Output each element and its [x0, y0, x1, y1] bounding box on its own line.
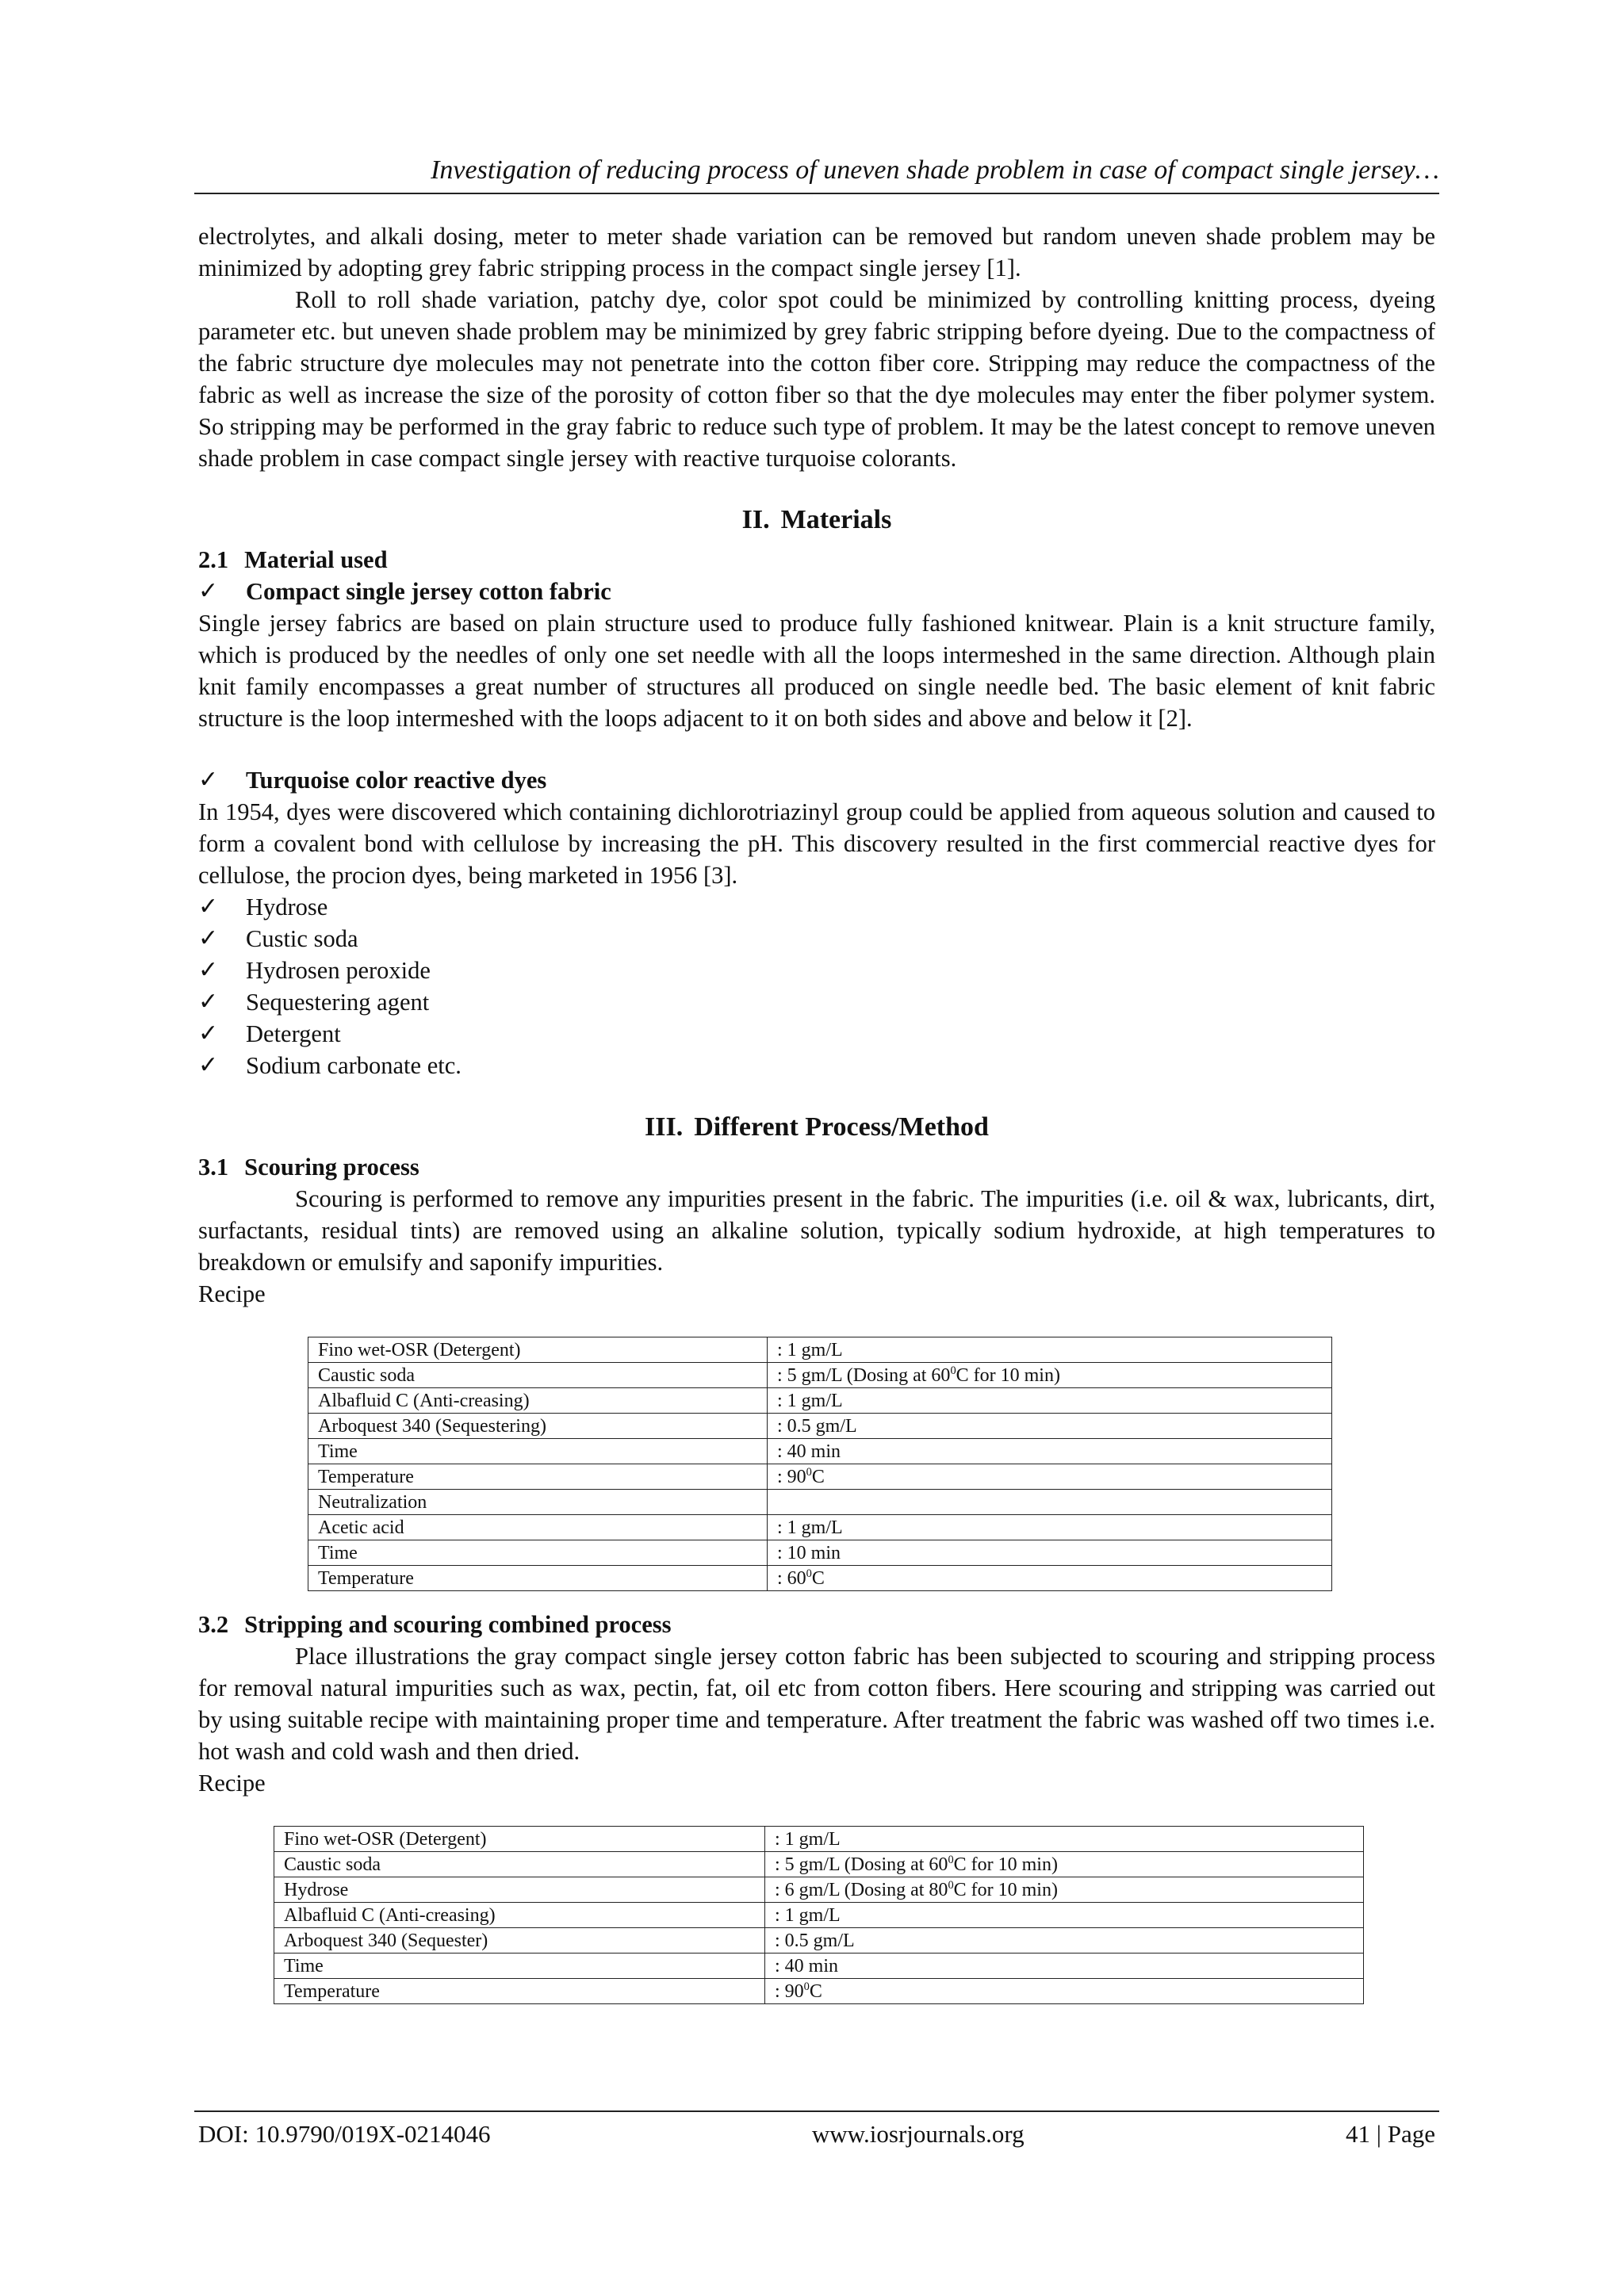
- value-text: : 90: [775, 1980, 804, 2002]
- table-row: [308, 1515, 1332, 1540]
- value-text: : 1 gm/L: [775, 1828, 841, 1850]
- checkmark-icon: ✓: [198, 956, 219, 984]
- recipe-item: Neutralization: [308, 1490, 768, 1515]
- value-text-suffix: C for 10 min): [953, 1879, 1058, 1900]
- recipe-value: [768, 1388, 1332, 1414]
- recipe-value: [768, 1490, 1332, 1515]
- recipe-item: Temperature: [308, 1566, 768, 1591]
- recipe-value: [765, 1928, 1364, 1954]
- paragraph-stripping: Place illustrations the gray compact single jersey cotton fabric has been subjected to scouring and stripping process for removal natural impurities such as wax, pectin, fat, oil etc from cotton fibers. Here scouring and stripping was carried out by using suitable recipe with maintaining proper time and temperature. After treatment the fabric was washed off two times i.e. hot wash and cold wash and then dried.: [198, 1643, 1435, 1765]
- table-row: [274, 1928, 1364, 1954]
- recipe-item: Temperature: [274, 1979, 765, 2004]
- recipe-item: Temperature: [308, 1464, 768, 1490]
- subsection-title: Material used: [244, 546, 388, 573]
- table-row: [308, 1388, 1332, 1414]
- paragraph-roll-to-roll: Roll to roll shade variation, patchy dye, color spot could be minimized by controlling knitting process, dyeing parameter etc. but uneven shade problem may be minimized by grey fabric stripping before dyeing. Due to the compactness of the fabric structure dye molecules may not penetrate into the cotton fiber core. Stripping may reduce the compactness of the fabric as well as increase the size of the porosity of cotton fiber so that the dye molecules may enter the fiber polymer system. So stripping may be performed in the gray fabric to reduce such type of problem. It may be the latest concept to remove uneven shade problem in case compact single jersey with reactive turquoise colorants.: [198, 286, 1435, 472]
- recipe-value: [765, 1903, 1364, 1928]
- footer-doi: DOI: 10.9790/019X-0214046: [198, 2120, 491, 2148]
- recipe-value: [768, 1337, 1332, 1363]
- spacer: [198, 734, 1435, 764]
- recipe-label: Recipe: [198, 1770, 266, 1797]
- chemical-name: Sodium carbonate etc.: [246, 1052, 462, 1079]
- footer-page-number: 41 | Page: [1346, 2120, 1435, 2148]
- recipe-value: [768, 1540, 1332, 1566]
- value-text: : 1 gm/L: [777, 1390, 843, 1411]
- recipe-item: Caustic soda: [274, 1852, 765, 1877]
- recipe-value: [765, 1852, 1364, 1877]
- recipe-item: Fino wet-OSR (Detergent): [308, 1337, 768, 1363]
- table-row: [308, 1490, 1332, 1515]
- checkmark-icon: ✓: [198, 766, 219, 794]
- table-row: [308, 1363, 1332, 1388]
- chemical-name: Hydrosen peroxide: [246, 957, 431, 984]
- recipe-label: Recipe: [198, 1280, 266, 1307]
- subsection-heading-stripping: [198, 1609, 1435, 1640]
- degree-superscript: 0: [803, 1980, 810, 1993]
- chemical-name: Custic soda: [246, 925, 358, 952]
- value-text: : 1 gm/L: [777, 1517, 843, 1538]
- value-text: : 40 min: [777, 1441, 841, 1462]
- table-row: [274, 1979, 1364, 2004]
- chemical-list-item: [198, 1018, 1435, 1050]
- degree-superscript: 0: [806, 1567, 812, 1580]
- recipe-item: Albafluid C (Anti-creasing): [308, 1388, 768, 1414]
- item-title: Turquoise color reactive dyes: [246, 767, 547, 794]
- value-text: : 0.5 gm/L: [777, 1415, 857, 1437]
- stripping-recipe-table: [274, 1826, 1364, 2004]
- recipe-value: [765, 1877, 1364, 1903]
- degree-superscript: 0: [948, 1878, 954, 1892]
- checkmark-icon: ✓: [198, 988, 219, 1016]
- table-row: [308, 1337, 1332, 1363]
- spacer: [198, 1591, 1435, 1609]
- table-row: [308, 1566, 1332, 1591]
- table-row: [308, 1414, 1332, 1439]
- recipe-value: [765, 1979, 1364, 2004]
- degree-superscript: 0: [806, 1465, 812, 1479]
- body-content: [198, 220, 1435, 2004]
- chemical-name: Sequestering agent: [246, 989, 430, 1016]
- recipe-item: Albafluid C (Anti-creasing): [274, 1903, 765, 1928]
- section-heading-process: [198, 1110, 1435, 1145]
- value-text: : 5 gm/L (Dosing at 60: [777, 1364, 951, 1386]
- list-item: [198, 576, 1435, 607]
- checkmark-icon: ✓: [198, 924, 219, 952]
- recipe-value: [768, 1414, 1332, 1439]
- table-row: [274, 1877, 1364, 1903]
- table-row: [308, 1439, 1332, 1464]
- recipe-value: [768, 1515, 1332, 1540]
- material-heading-list-1: [198, 576, 1435, 607]
- checkmark-icon: ✓: [198, 577, 219, 605]
- chemical-list-item: [198, 986, 1435, 1018]
- value-text-suffix: C: [809, 1980, 822, 2002]
- paragraph-scouring: Scouring is performed to remove any impurities present in the fabric. The impurities (i.e. oil & wax, lubricants, dirt, surfactants, residual tints) are removed using an alkaline solution, typically sodium hydroxide, at high temperatures to breakdown or emulsify and saponify impurities.: [198, 1185, 1435, 1276]
- recipe-item: Arboquest 340 (Sequester): [274, 1928, 765, 1954]
- subsection-title: Stripping and scouring combined process: [244, 1611, 672, 1638]
- value-text: : 60: [777, 1567, 806, 1589]
- paragraph-reactive-dyes: In 1954, dyes were discovered which containing dichlorotriazinyl group could be applied from aqueous solution and caused to form a covalent bond with cellulose by increasing the pH. This discovery resulted in the first commercial reactive dyes for cellulose, the procion dyes, being marketed in 1956 [3].: [198, 798, 1435, 889]
- recipe-item: Acetic acid: [308, 1515, 768, 1540]
- subsection-heading-scouring: [198, 1151, 1435, 1183]
- material-heading-list-2: [198, 764, 1435, 796]
- value-text: : 1 gm/L: [775, 1904, 841, 1926]
- page-footer: [198, 2118, 1435, 2150]
- running-header: Investigation of reducing process of uneven shade problem in case of compact single jersey…: [431, 155, 1439, 185]
- paragraph-single-jersey: Single jersey fabrics are based on plain structure used to produce fully fashioned knitwear. Plain is a knit structure family, which is produced by the needles of only one set needle with all the loops intermeshed in the same direction. Although plain knit family encompasses a great number of structures all produced on single needle bed. The basic element of knit fabric structure is the loop intermeshed with the loops adjacent to it on both sides and above and below it [2].: [198, 610, 1435, 732]
- checkmark-icon: ✓: [198, 1051, 219, 1079]
- list-item: [198, 764, 1435, 796]
- section-number: II.: [741, 505, 770, 534]
- recipe-item: Time: [308, 1439, 768, 1464]
- value-text: : 90: [777, 1466, 806, 1487]
- scouring-recipe-table: [308, 1337, 1332, 1591]
- chemical-list-item: [198, 923, 1435, 955]
- subsection-title: Scouring process: [244, 1154, 419, 1181]
- value-text: : 10 min: [777, 1542, 841, 1563]
- chemicals-list: [198, 891, 1435, 1081]
- item-title: Compact single jersey cotton fabric: [246, 578, 611, 605]
- degree-superscript: 0: [948, 1853, 954, 1866]
- value-text-suffix: C: [811, 1567, 825, 1589]
- value-text: : 40 min: [775, 1955, 839, 1976]
- subsection-number: 3.1: [198, 1154, 229, 1181]
- checkmark-icon: ✓: [198, 893, 219, 920]
- table-row: [274, 1852, 1364, 1877]
- section-title: Different Process/Method: [694, 1112, 989, 1142]
- chemical-list-item: [198, 1050, 1435, 1081]
- chemical-name: Hydrose: [246, 894, 328, 920]
- section-heading-materials: [198, 503, 1435, 538]
- subsection-number: 2.1: [198, 546, 229, 573]
- paragraph-continuation: electrolytes, and alkali dosing, meter to meter shade variation can be removed but random uneven shade problem may be minimized by adopting grey fabric stripping process in the compact single jersey [1].: [198, 223, 1435, 281]
- value-text-suffix: C for 10 min): [953, 1854, 1058, 1875]
- recipe-value: [765, 1954, 1364, 1979]
- recipe-value: [768, 1464, 1332, 1490]
- checkmark-icon: ✓: [198, 1020, 219, 1047]
- table-row: [274, 1903, 1364, 1928]
- value-text: : 6 gm/L (Dosing at 80: [775, 1879, 948, 1900]
- footer-rule: [194, 2110, 1439, 2112]
- subsection-number: 3.2: [198, 1611, 229, 1638]
- section-title: Materials: [780, 505, 892, 534]
- chemical-list-item: [198, 891, 1435, 923]
- table-row: [274, 1954, 1364, 1979]
- value-text: : 1 gm/L: [777, 1339, 843, 1360]
- table-row: [308, 1464, 1332, 1490]
- recipe-value: [768, 1566, 1332, 1591]
- recipe-item: Time: [274, 1954, 765, 1979]
- recipe-value: [768, 1363, 1332, 1388]
- recipe-item: Hydrose: [274, 1877, 765, 1903]
- recipe-item: Caustic soda: [308, 1363, 768, 1388]
- table-row: [274, 1827, 1364, 1852]
- value-text-suffix: C: [811, 1466, 825, 1487]
- recipe-item: Time: [308, 1540, 768, 1566]
- degree-superscript: 0: [950, 1364, 956, 1377]
- footer-website: www.iosrjournals.org: [811, 2120, 1025, 2148]
- chemical-name: Detergent: [246, 1020, 341, 1047]
- recipe-value: [768, 1439, 1332, 1464]
- subsection-heading-material-used: [198, 544, 1435, 576]
- recipe-item: Fino wet-OSR (Detergent): [274, 1827, 765, 1852]
- section-number: III.: [645, 1112, 684, 1142]
- value-text-suffix: C for 10 min): [956, 1364, 1060, 1386]
- value-text: : 0.5 gm/L: [775, 1930, 855, 1951]
- header-rule: [194, 193, 1439, 194]
- recipe-item: Arboquest 340 (Sequestering): [308, 1414, 768, 1439]
- value-text: : 5 gm/L (Dosing at 60: [775, 1854, 948, 1875]
- recipe-value: [765, 1827, 1364, 1852]
- chemical-list-item: [198, 955, 1435, 986]
- table-row: [308, 1540, 1332, 1566]
